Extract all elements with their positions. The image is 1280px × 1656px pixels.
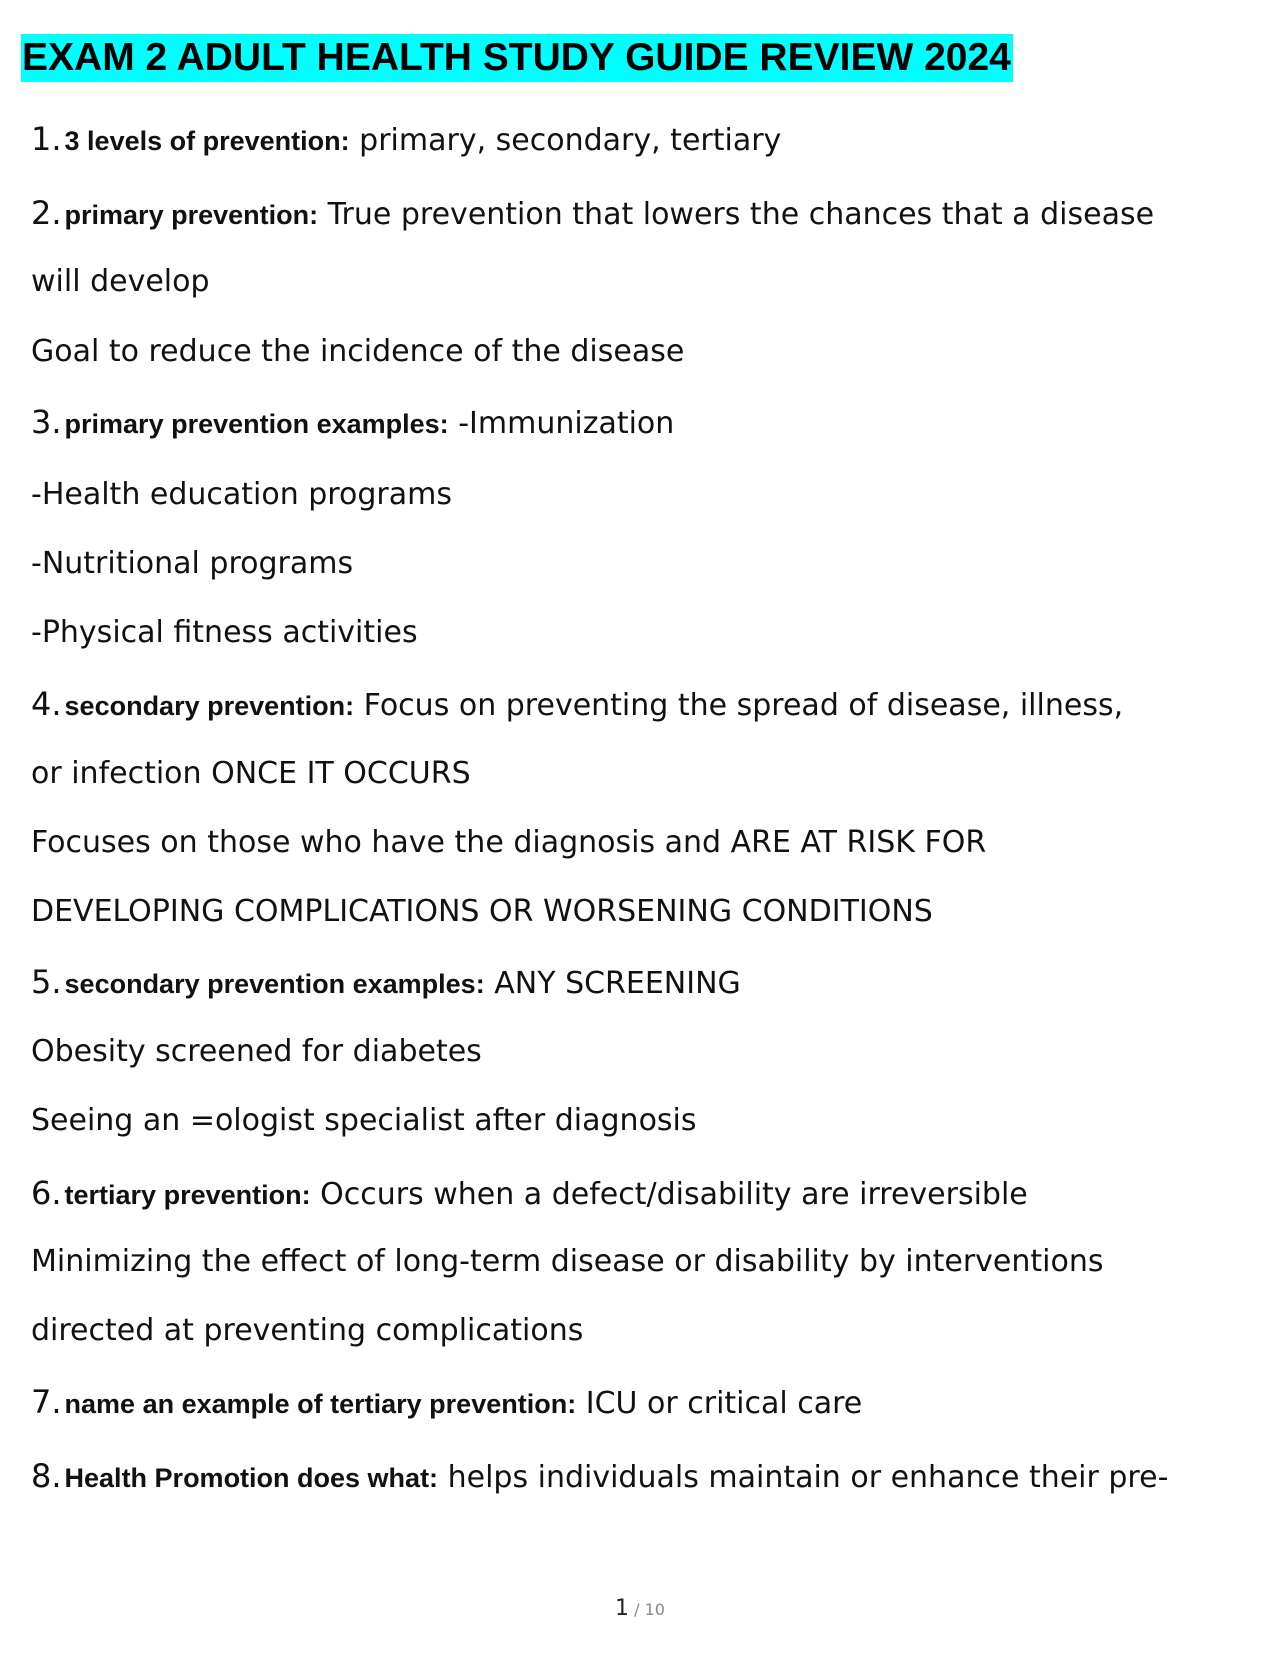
- list-item-8: [31, 1457, 1168, 1497]
- item-text: helps individuals maintain or enhance their pre-: [438, 1460, 1169, 1495]
- item-text: Occurs when a defect/disability are irreversible: [310, 1177, 1028, 1212]
- text-line: Goal to reduce the incidence of the disease: [31, 334, 685, 369]
- text-line: or infection ONCE IT OCCURS: [31, 756, 471, 791]
- text-line: will develop: [31, 264, 210, 299]
- list-item-2: [31, 194, 1154, 234]
- total-pages: / 10: [634, 1600, 665, 1619]
- text-line: -Physical fitness activities: [31, 615, 418, 650]
- list-item-3: [31, 403, 674, 443]
- item-term: tertiary prevention:: [64, 1180, 311, 1210]
- list-item-5: [31, 963, 741, 1003]
- text-line: Minimizing the effect of long-term disease or disability by interventions: [31, 1244, 1104, 1279]
- list-item-6: [31, 1174, 1028, 1214]
- current-page-number: 1: [615, 1596, 630, 1621]
- item-number: 8.: [31, 1457, 62, 1495]
- text-line: DEVELOPING COMPLICATIONS OR WORSENING CONDITIONS: [31, 894, 933, 929]
- item-number: 2.: [31, 194, 62, 232]
- item-term: name an example of tertiary prevention:: [64, 1389, 577, 1419]
- page-indicator: [0, 1596, 1280, 1621]
- list-item-4: [31, 685, 1123, 725]
- text-line: Seeing an =ologist specialist after diagnosis: [31, 1103, 697, 1138]
- item-text: ANY SCREENING: [484, 966, 741, 1001]
- item-text: Focus on preventing the spread of disease, illness,: [354, 688, 1124, 723]
- text-line: Focuses on those who have the diagnosis and ARE AT RISK FOR: [31, 825, 987, 860]
- item-term: secondary prevention:: [64, 691, 355, 721]
- item-term: 3 levels of prevention:: [64, 126, 350, 156]
- text-line: -Nutritional programs: [31, 546, 354, 581]
- list-item-1: [31, 120, 781, 160]
- item-number: 6.: [31, 1174, 62, 1212]
- item-text: -Immunization: [448, 406, 675, 441]
- item-number: 3.: [31, 403, 62, 441]
- item-term: primary prevention:: [64, 200, 319, 230]
- list-item-7: [31, 1383, 862, 1423]
- text-line: directed at preventing complications: [31, 1313, 584, 1348]
- item-term: Health Promotion does what:: [64, 1463, 439, 1493]
- item-number: 7.: [31, 1383, 62, 1421]
- item-term: secondary prevention examples:: [64, 969, 485, 999]
- document-title: EXAM 2 ADULT HEALTH STUDY GUIDE REVIEW 2024: [21, 34, 1013, 82]
- text-line: Obesity screened for diabetes: [31, 1034, 482, 1069]
- item-text: primary, secondary, tertiary: [349, 123, 782, 158]
- item-number: 1.: [31, 120, 62, 158]
- item-term: primary prevention examples:: [64, 409, 449, 439]
- item-text: ICU or critical care: [576, 1386, 863, 1421]
- item-text: True prevention that lowers the chances that a disease: [318, 197, 1155, 232]
- item-number: 5.: [31, 963, 62, 1001]
- item-number: 4.: [31, 685, 62, 723]
- text-line: -Health education programs: [31, 477, 452, 512]
